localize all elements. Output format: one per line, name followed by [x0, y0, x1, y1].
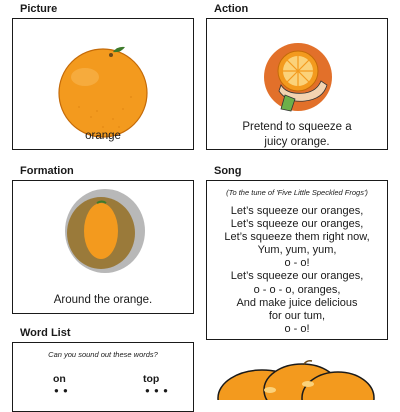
orange-pile-illustration	[200, 340, 400, 400]
action-caption	[207, 120, 387, 150]
song-lyrics	[207, 205, 387, 336]
picture-card	[12, 18, 194, 150]
song-line: Let’s squeeze our oranges,	[230, 205, 364, 217]
picture-heading: Picture	[20, 3, 58, 15]
song-card	[206, 180, 388, 340]
song-line: o - o - o, oranges,	[253, 283, 341, 296]
word-list-prompt: Can you sound out these words?	[48, 350, 158, 359]
action-heading: Action	[214, 3, 249, 15]
song-line: for our tum,	[268, 309, 326, 322]
word-item: on	[53, 373, 66, 385]
song-line: Let’s squeeze them right now,	[224, 231, 370, 244]
song-line: Let’s squeeze our oranges,	[230, 218, 364, 231]
formation-card	[12, 180, 194, 314]
action-caption-line-2: juicy orange.	[264, 136, 330, 148]
song-line: o - o!	[284, 322, 310, 335]
song-line: And make juice delicious	[236, 296, 358, 309]
formation-heading: Formation	[20, 165, 74, 177]
word-list-card	[12, 342, 194, 412]
action-card	[206, 18, 388, 150]
song-line: Yum, yum, yum,	[257, 244, 337, 257]
word-list-heading: Word List	[20, 327, 71, 339]
sound-dots: ● ● ●	[145, 386, 169, 395]
sound-dots: ● ●	[54, 386, 69, 395]
song-tune-note: (To the tune of 'Five Little Speckled Frogs')	[226, 188, 368, 197]
action-caption-line-1: Pretend to squeeze a	[242, 121, 352, 133]
song-heading: Song	[214, 165, 242, 177]
song-line: o - o!	[284, 257, 310, 270]
picture-caption: orange	[85, 130, 121, 142]
song-line: Let’s squeeze our oranges,	[230, 270, 364, 283]
formation-caption: Around the orange.	[53, 294, 153, 306]
word-item: top	[143, 373, 160, 385]
